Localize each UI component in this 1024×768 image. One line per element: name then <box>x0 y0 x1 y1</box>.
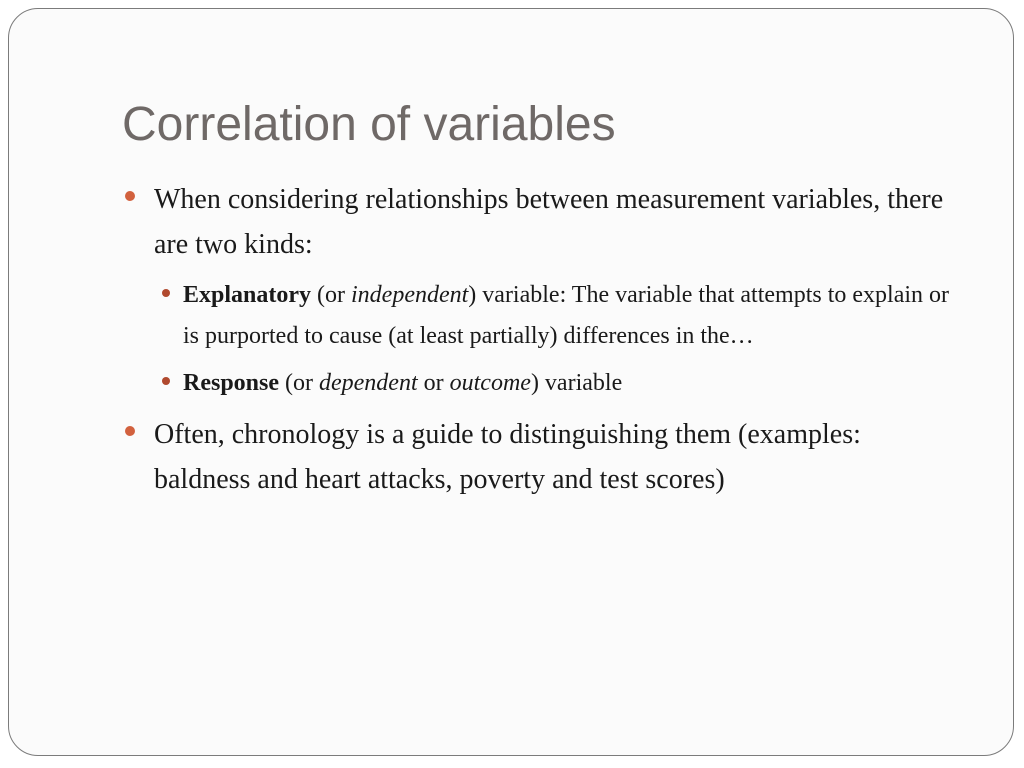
slide-title: Correlation of variables <box>122 98 616 151</box>
bullet-dot-icon <box>125 191 135 201</box>
sub-bullet-text: or <box>417 370 450 396</box>
slide-content <box>122 177 962 502</box>
bullet-item <box>122 177 962 267</box>
sub-bullet-item <box>154 363 962 404</box>
sub-bullet-text: ) variable <box>530 370 623 396</box>
term-response: Response <box>183 370 280 396</box>
sub-bullet-text: (or <box>311 282 351 308</box>
qualifier-dependent: dependent <box>319 370 418 396</box>
bullet-text: When considering relationships between measurement variables, there are two kinds: <box>154 184 944 260</box>
bullet-dot-icon <box>162 377 170 385</box>
slide <box>8 8 1014 756</box>
sub-bullet-text: (or <box>279 370 319 396</box>
bullet-item <box>122 412 962 502</box>
bullet-text: Often, chronology is a guide to distinguishing them (examples: baldness and heart attacks, poverty and test scores) <box>154 419 861 495</box>
sub-bullet-text: ) variable: The variable that attempts to explain or is purported to cause (at least partially) differences in the… <box>183 282 950 349</box>
bullet-dot-icon <box>162 289 170 297</box>
qualifier-outcome: outcome <box>449 370 531 396</box>
sub-bullet-item <box>154 275 962 357</box>
term-explanatory: Explanatory <box>183 282 312 308</box>
bullet-dot-icon <box>125 426 135 436</box>
qualifier-independent: independent <box>351 282 469 308</box>
